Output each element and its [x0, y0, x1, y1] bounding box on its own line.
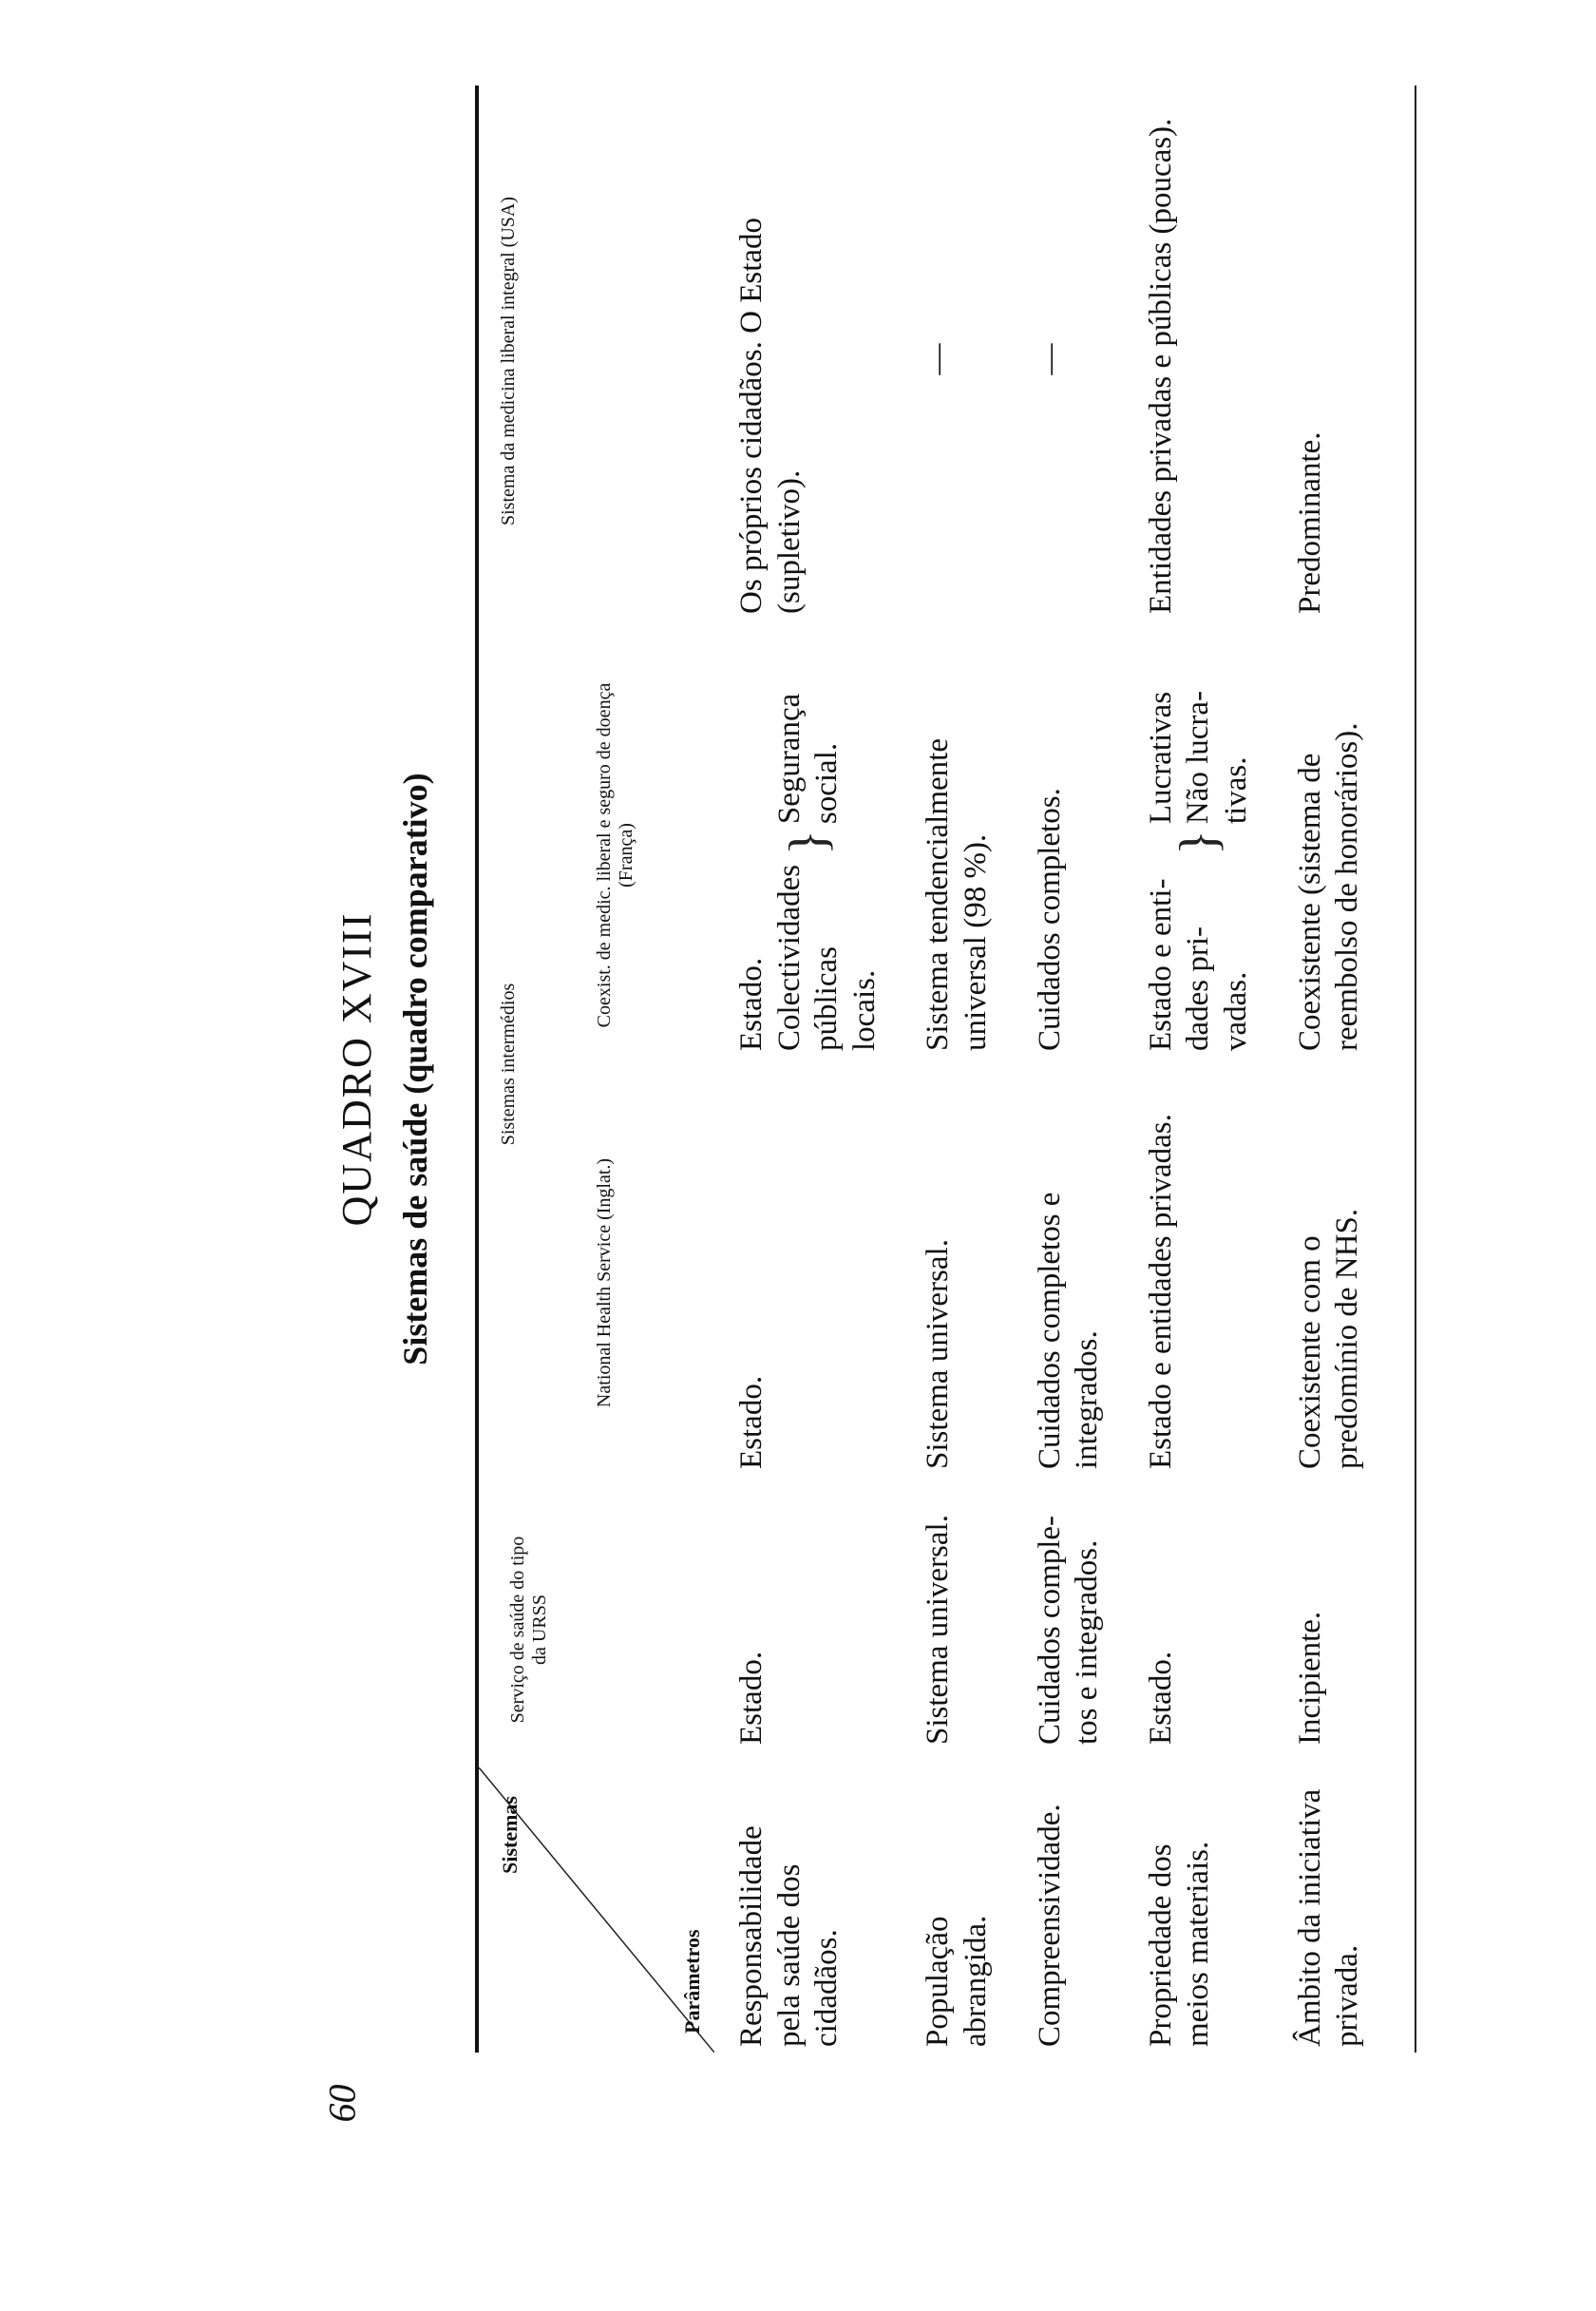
usa-cell [714, 86, 901, 637]
header-nhs [571, 1074, 714, 1492]
header-corner [477, 1767, 714, 2053]
header-usa [477, 86, 714, 637]
header-intermediate-group [477, 637, 571, 1492]
brace-icon: } [779, 830, 839, 855]
usa-text: — [921, 343, 956, 375]
france-text: Coexistente (sistema de reembolso de honorários). [1292, 722, 1365, 1051]
urss-cell [1013, 1492, 1124, 1767]
param-cell [1273, 1767, 1416, 2053]
urss-cell [714, 1492, 901, 1767]
nhs-text: Cuidados completos e integrados. [1032, 1192, 1105, 1469]
urss-text: Estado. [1143, 1651, 1178, 1745]
table-subtitle: Sistemas de saúde (quadro comparativo) [396, 773, 434, 1366]
table-row [1124, 86, 1273, 2053]
nhs-text: Sistema universal. [921, 1239, 956, 1469]
param-text: Responsabilidade pela saúde dos cidadãos. [734, 1825, 845, 2047]
brace-icon: } [1169, 830, 1229, 855]
param-text: Compreensividade. [1032, 1804, 1067, 2047]
urss-text: Estado. [734, 1651, 769, 1745]
nhs-cell [901, 1074, 1012, 1492]
table-row [901, 86, 1012, 2053]
usa-cell [901, 86, 1012, 637]
urss-cell [901, 1492, 1012, 1767]
france-left-text: Estado e entidades privadas. [1143, 878, 1253, 1051]
table-title: QUADRO XVIII [333, 911, 380, 1227]
corner-systems-label: Sistemas [498, 1796, 522, 1874]
france-right-text: Segurança social. [771, 693, 845, 825]
table-row [1013, 86, 1124, 2053]
param-cell [1013, 1767, 1124, 2053]
nhs-cell [1124, 1074, 1273, 1492]
france-right-text: Lucrativas Não lucrativas. [1143, 690, 1253, 825]
header-urss [477, 1492, 714, 1767]
nhs-text: Estado. [734, 1375, 769, 1469]
header-france-label: Coexist. de medic. liberal e seguro de doença (França) [593, 682, 636, 1028]
france-cell [901, 637, 1012, 1074]
urss-cell [1273, 1492, 1416, 1767]
france-text: Sistema tendencialmente universal (98 %). [921, 738, 993, 1051]
table-row [1273, 86, 1416, 2053]
param-text: População abrangida. [921, 1915, 993, 2047]
france-text: Cuidados completos. [1032, 788, 1067, 1051]
param-text: Propriedade dos meios materiais. [1143, 1841, 1216, 2047]
param-cell [714, 1767, 901, 2053]
nhs-cell [1013, 1074, 1124, 1492]
france-left-text: Estado. Colectividades públicas locais. [734, 864, 882, 1051]
france-cell [1013, 637, 1124, 1074]
usa-cell [1124, 86, 1273, 637]
nhs-cell [714, 1074, 901, 1492]
header-nhs-label: National Health Service (Inglat.) [593, 1157, 615, 1408]
corner-parameters-label: Parâmetros [680, 1929, 704, 2034]
param-cell [1124, 1767, 1273, 2053]
header-urss-label: Serviço de saúde do tipo da URSS [507, 1536, 550, 1724]
usa-text: Os próprios cidadãos. O Estado (supletivo). [734, 217, 807, 614]
rotated-page [332, 86, 1378, 2053]
nhs-text: Estado e entidades privadas. [1143, 1114, 1178, 1469]
header-france [571, 637, 714, 1074]
nhs-cell [1273, 1074, 1416, 1492]
usa-text: Entidades privadas e públicas (poucas). [1143, 118, 1178, 614]
header-intermediate-label: Sistemas intermédios [498, 983, 519, 1146]
usa-text: Predominante. [1292, 431, 1327, 614]
urss-text: Sistema universal. [921, 1515, 956, 1745]
france-cell [1124, 637, 1273, 1074]
table-row [714, 86, 901, 2053]
urss-text: Cuidados completos e integrados. [1032, 1515, 1105, 1745]
header-usa-label: Sistema da medicina liberal integral (USA) [498, 196, 519, 525]
comparison-table [475, 86, 1416, 2053]
urss-text: Incipiente. [1292, 1611, 1327, 1745]
nhs-text: Coexistente com o predomínio de NHS. [1292, 1208, 1365, 1469]
france-cell [714, 637, 901, 1074]
usa-cell [1273, 86, 1416, 637]
usa-text: — [1032, 343, 1067, 375]
urss-cell [1124, 1492, 1273, 1767]
header-row-1 [477, 86, 571, 2053]
page-number: 60 [320, 2084, 364, 2123]
param-text: Âmbito da iniciativa privada. [1292, 1788, 1365, 2047]
param-cell [901, 1767, 1012, 2053]
usa-cell [1013, 86, 1124, 637]
france-cell [1273, 637, 1416, 1074]
